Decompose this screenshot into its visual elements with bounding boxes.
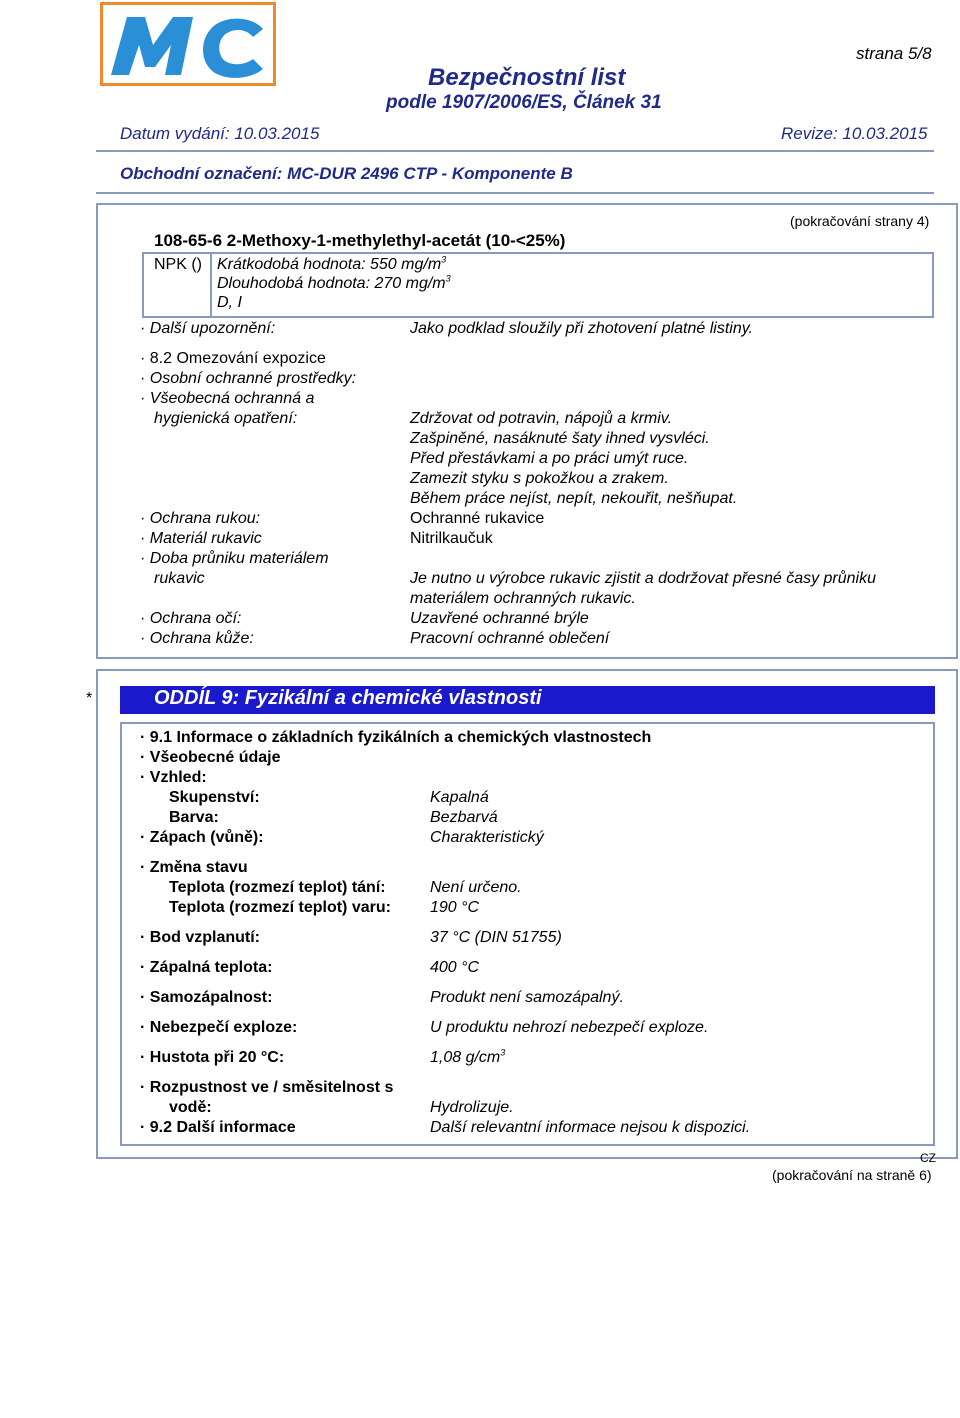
state-change-label: · Změna stavu	[140, 859, 248, 876]
page-number: strana 5/8	[856, 44, 932, 63]
trade-name-divider	[96, 192, 934, 194]
hand-protection-label: · Ochrana rukou:	[140, 510, 261, 527]
document-subtitle: podle 1907/2006/ES, Článek 31	[386, 92, 662, 113]
section-9-title: ODDÍL 9: Fyzikální a chemické vlastnosti	[154, 687, 542, 709]
breakthrough-label-1: · Doba průniku materiálem	[140, 550, 329, 567]
explosion-label: · Nebezpečí exploze:	[140, 1019, 298, 1036]
continuation-from: (pokračování strany 4)	[790, 213, 930, 229]
color-value: Bezbarvá	[430, 809, 498, 826]
revision-date: Revize: 10.03.2015	[781, 124, 928, 143]
odour-label: · Zápach (vůně):	[140, 829, 264, 846]
long-term-limit	[217, 275, 451, 293]
limit-notes: D, I	[217, 294, 242, 311]
mc-logo-icon	[103, 5, 273, 83]
general-measures-label-2: hygienická opatření:	[154, 410, 298, 427]
breakthrough-value-2: materiálem ochranných rukavic.	[410, 590, 636, 607]
short-term-limit	[217, 256, 446, 274]
density-unit-sup: 3	[500, 1047, 506, 1058]
density-label: · Hustota při 20 °C:	[140, 1049, 285, 1066]
section-9-header	[120, 686, 935, 714]
explosion-value: U produktu nehrozí nebezpečí exploze.	[430, 1019, 709, 1036]
self-ignition-label: · Samozápalnost:	[140, 989, 273, 1006]
boiling-label: Teplota (rozmezí teplot) varu:	[169, 899, 391, 916]
further-info-label: · Další upozornění:	[140, 320, 276, 337]
general-measure-5: Během práce nejíst, nepít, nekouřit, nešňupat.	[410, 490, 738, 507]
general-measure-1: Zdržovat od potravin, nápojů a krmiv.	[410, 410, 673, 427]
skin-protection-value: Pracovní ochranné oblečení	[410, 630, 610, 647]
color-label: Barva:	[169, 809, 219, 826]
breakthrough-label-2: rukavic	[154, 570, 205, 587]
eye-protection-value: Uzavřené ochranné brýle	[410, 610, 589, 627]
state-value: Kapalná	[430, 789, 489, 806]
odour-value: Charakteristický	[430, 829, 544, 846]
continuation-to: (pokračování na straně 6)	[772, 1167, 932, 1183]
glove-material-label: · Materiál rukavic	[140, 530, 262, 547]
short-term-limit-text: Krátkodobá hodnota: 550 mg/m	[217, 256, 442, 273]
general-measure-4: Zamezit styku s pokožkou a zrakem.	[410, 470, 669, 487]
ignition-temp-label: · Zápalná teplota:	[140, 959, 273, 976]
document-title: Bezpečnostní list	[428, 64, 626, 91]
melting-value: Není určeno.	[430, 879, 522, 896]
general-info-heading: · Všeobecné údaje	[140, 749, 281, 766]
company-logo	[100, 2, 276, 86]
solubility-label-1: · Rozpustnost ve / směsitelnost s	[140, 1079, 394, 1096]
density-value-text: 1,08 g/cm	[430, 1049, 501, 1066]
flash-point-value: 37 °C (DIN 51755)	[430, 929, 562, 946]
solubility-value: Hydrolizuje.	[430, 1099, 514, 1116]
breakthrough-value-1: Je nutno u výrobce rukavic zjistit a dodržovat přesné časy průniku	[410, 570, 877, 587]
language-code: CZ	[920, 1151, 936, 1165]
substance-name: 108-65-6 2-Methoxy-1-methylethyl-acetát (10-<25%)	[154, 231, 566, 250]
solubility-label-2: vodě:	[169, 1099, 212, 1116]
limit-values-separator	[210, 252, 212, 318]
appearance-label: · Vzhled:	[140, 769, 207, 786]
revision-asterisk: *	[86, 690, 93, 707]
boiling-value: 190 °C	[430, 899, 480, 916]
self-ignition-value: Produkt není samozápalný.	[430, 989, 624, 1006]
limit-code: NPK ()	[154, 256, 202, 273]
ppe-label: · Osobní ochranné prostředky:	[140, 370, 357, 387]
ignition-temp-value: 400 °C	[430, 959, 480, 976]
section-9-1-heading: · 9.1 Informace o základních fyzikálních a chemických vlastnostech	[140, 729, 652, 746]
section-9-2-value: Další relevantní informace nejsou k dispozici.	[430, 1119, 751, 1136]
long-term-limit-text: Dlouhodobá hodnota: 270 mg/m	[217, 275, 446, 292]
logo-text: MC	[188, 79, 190, 80]
exposure-controls-heading: · 8.2 Omezování expozice	[140, 350, 326, 367]
general-measures-label-1: · Všeobecná ochranná a	[140, 390, 315, 407]
issue-date: Datum vydání: 10.03.2015	[120, 124, 320, 143]
general-measure-3: Před přestávkami a po práci umýt ruce.	[410, 450, 689, 467]
further-info-value: Jako podklad sloužily při zhotovení platné listiny.	[410, 320, 753, 337]
melting-label: Teplota (rozmezí teplot) tání:	[169, 879, 386, 896]
trade-name: Obchodní označení: MC-DUR 2496 CTP - Komponente B	[120, 164, 573, 183]
density-value	[430, 1049, 505, 1067]
skin-protection-label: · Ochrana kůže:	[140, 630, 254, 647]
header-divider	[96, 150, 934, 152]
hand-protection-value: Ochranné rukavice	[410, 510, 545, 527]
long-term-unit-sup: 3	[445, 273, 451, 284]
short-term-unit-sup: 3	[441, 254, 447, 265]
state-label: Skupenství:	[169, 789, 260, 806]
general-measure-2: Zašpiněné, nasáknuté šaty ihned vysvléci.	[410, 430, 710, 447]
section-9-2-heading: · 9.2 Další informace	[140, 1119, 296, 1136]
flash-point-label: · Bod vzplanutí:	[140, 929, 260, 946]
eye-protection-label: · Ochrana očí:	[140, 610, 242, 627]
glove-material-value: Nitrilkaučuk	[410, 530, 493, 547]
